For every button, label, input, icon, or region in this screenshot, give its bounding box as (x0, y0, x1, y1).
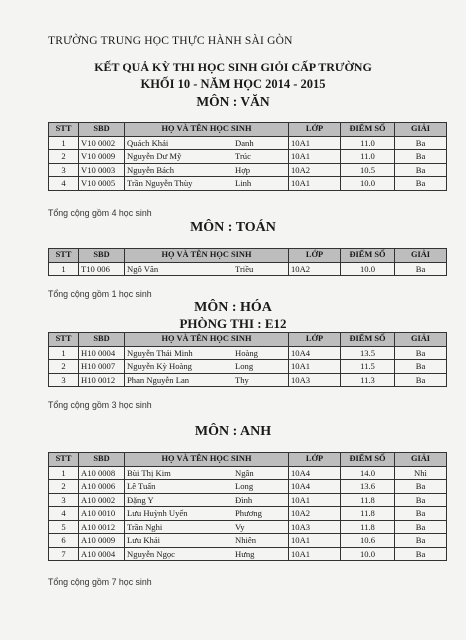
cell-class: 10A3 (289, 520, 341, 534)
cell-stt: 1 (49, 262, 79, 276)
student-given-name: Đình (235, 494, 253, 505)
student-given-name: Trúc (235, 151, 251, 162)
cell-stt: 3 (49, 373, 79, 387)
student-given-name: Nhiên (235, 535, 257, 546)
student-given-name: Hưng (235, 548, 255, 559)
cell-award: Ba (395, 534, 447, 548)
cell-score: 10.0 (341, 177, 395, 191)
table-row (49, 360, 447, 374)
column-header-sbd: SBD (79, 333, 125, 347)
column-header-sbd: SBD (79, 249, 125, 263)
student-surname: Trần Nguyễn Thùy (127, 178, 193, 189)
column-header-diem: ĐIỂM SỐ (341, 123, 395, 137)
cell-class: 10A4 (289, 466, 341, 480)
cell-score: 10.6 (341, 534, 395, 548)
cell-student-name (125, 360, 289, 374)
student-surname: Ngô Văn (127, 263, 159, 274)
student-surname: Lê Tuấn (127, 481, 156, 492)
column-header-lop: LỚP (289, 249, 341, 263)
column-header-diem: ĐIỂM SỐ (341, 453, 395, 467)
cell-sbd: A10 0002 (79, 493, 125, 507)
cell-score: 10.0 (341, 547, 395, 561)
cell-sbd: H10 0012 (79, 373, 125, 387)
student-surname: Lưu Khải (127, 535, 161, 546)
cell-student-name (125, 373, 289, 387)
student-surname: Nguyễn Bách (127, 164, 175, 175)
table-row (49, 466, 447, 480)
cell-class: 10A2 (289, 163, 341, 177)
cell-class: 10A2 (289, 262, 341, 276)
exam-room: PHÒNG THI : E12 (179, 316, 287, 331)
table-row (49, 373, 447, 387)
cell-award: Ba (395, 177, 447, 191)
cell-award: Ba (395, 360, 447, 374)
cell-sbd: H10 0004 (79, 346, 125, 360)
table-row (49, 163, 447, 177)
cell-student-name (125, 534, 289, 548)
cell-stt: 1 (49, 136, 79, 150)
cell-award: Ba (395, 373, 447, 387)
table-header-row (49, 453, 447, 467)
cell-score: 10.0 (341, 262, 395, 276)
column-header-diem: ĐIỂM SỐ (341, 249, 395, 263)
cell-sbd: T10 006 (79, 262, 125, 276)
column-header-stt: STT (49, 453, 79, 467)
student-given-name: Long (235, 361, 254, 372)
student-given-name: Hoàng (235, 347, 258, 358)
column-header-name: HỌ VÀ TÊN HỌC SINH (125, 333, 289, 347)
cell-student-name (125, 177, 289, 191)
column-header-giai: GIẢI (395, 249, 447, 263)
cell-sbd: A10 0008 (79, 466, 125, 480)
table-row (49, 346, 447, 360)
column-header-name: HỌ VÀ TÊN HỌC SINH (125, 123, 289, 137)
table-row (49, 493, 447, 507)
subject-title-hoa: MÔN : HÓA (194, 300, 272, 315)
total-count-anh: Tổng cộng gồm 7 học sinh (48, 577, 152, 587)
total-count-van: Tổng cộng gồm 4 học sinh (48, 208, 152, 218)
cell-class: 10A1 (289, 493, 341, 507)
cell-stt: 1 (49, 466, 79, 480)
cell-award: Ba (395, 493, 447, 507)
student-surname: Quách Khải (127, 137, 169, 148)
cell-sbd: A10 0010 (79, 507, 125, 521)
table-header-row (49, 333, 447, 347)
results-table-hoa (48, 332, 447, 387)
column-header-lop: LỚP (289, 333, 341, 347)
cell-stt: 4 (49, 507, 79, 521)
cell-stt: 2 (49, 360, 79, 374)
student-surname: Nguyễn Thái Minh (127, 347, 193, 358)
student-surname: Bùi Thị Kim (127, 467, 171, 478)
table-row (49, 177, 447, 191)
cell-stt: 7 (49, 547, 79, 561)
cell-award: Ba (395, 150, 447, 164)
cell-score: 11.0 (341, 150, 395, 164)
student-surname: Nguyễn Dư Mỹ (127, 151, 182, 162)
cell-score: 11.8 (341, 520, 395, 534)
results-table-van (48, 122, 447, 191)
cell-class: 10A1 (289, 360, 341, 374)
cell-student-name (125, 507, 289, 521)
subject-title-van: MÔN : VĂN (196, 94, 270, 109)
cell-score: 11.3 (341, 373, 395, 387)
table-row (49, 520, 447, 534)
student-given-name: Ngân (235, 467, 254, 478)
subject-title-toan: MÔN : TOÁN (190, 220, 276, 235)
column-header-name: HỌ VÀ TÊN HỌC SINH (125, 453, 289, 467)
table-header-row (49, 249, 447, 263)
cell-class: 10A1 (289, 534, 341, 548)
cell-award: Ba (395, 346, 447, 360)
table-row (49, 136, 447, 150)
cell-score: 13.5 (341, 346, 395, 360)
results-table-toan (48, 248, 447, 276)
cell-stt: 2 (49, 480, 79, 494)
school-name: TRƯỜNG TRUNG HỌC THỰC HÀNH SÀI GÒN (48, 35, 293, 47)
column-header-stt: STT (49, 249, 79, 263)
student-surname: Lưu Huỳnh Uyển (127, 508, 188, 519)
column-header-sbd: SBD (79, 453, 125, 467)
column-header-giai: GIẢI (395, 123, 447, 137)
student-surname: Đặng Y (127, 494, 154, 505)
cell-stt: 2 (49, 150, 79, 164)
cell-award: Ba (395, 520, 447, 534)
column-header-stt: STT (49, 123, 79, 137)
column-header-stt: STT (49, 333, 79, 347)
cell-class: 10A4 (289, 480, 341, 494)
cell-score: 11.5 (341, 360, 395, 374)
cell-class: 10A1 (289, 177, 341, 191)
cell-award: Ba (395, 547, 447, 561)
table-row (49, 480, 447, 494)
cell-sbd: V10 0002 (79, 136, 125, 150)
cell-student-name (125, 466, 289, 480)
table-row (49, 507, 447, 521)
cell-stt: 4 (49, 177, 79, 191)
cell-stt: 1 (49, 346, 79, 360)
table-row (49, 534, 447, 548)
cell-award: Ba (395, 507, 447, 521)
column-header-giai: GIẢI (395, 333, 447, 347)
cell-score: 13.6 (341, 480, 395, 494)
cell-student-name (125, 262, 289, 276)
table-header-row (49, 123, 447, 137)
cell-class: 10A4 (289, 346, 341, 360)
student-given-name: Triều (235, 263, 254, 274)
table-row (49, 262, 447, 276)
cell-sbd: H10 0007 (79, 360, 125, 374)
cell-student-name (125, 520, 289, 534)
cell-sbd: V10 0003 (79, 163, 125, 177)
cell-class: 10A1 (289, 136, 341, 150)
student-surname: Trần Nghi (127, 521, 163, 532)
cell-stt: 3 (49, 163, 79, 177)
cell-sbd: A10 0012 (79, 520, 125, 534)
column-header-lop: LỚP (289, 453, 341, 467)
student-surname: Nguyễn Ngọc (127, 548, 175, 559)
student-surname: Phan Nguyễn Lan (127, 374, 190, 385)
student-given-name: Danh (235, 137, 254, 148)
cell-stt: 3 (49, 493, 79, 507)
cell-student-name (125, 480, 289, 494)
cell-sbd: A10 0004 (79, 547, 125, 561)
cell-student-name (125, 136, 289, 150)
total-count-hoa: Tổng cộng gồm 3 học sinh (48, 400, 152, 410)
cell-award: Ba (395, 163, 447, 177)
exam-title: KẾT QUẢ KỲ THI HỌC SINH GIỎI CẤP TRƯỜNG (94, 60, 372, 74)
cell-class: 10A3 (289, 373, 341, 387)
cell-student-name (125, 547, 289, 561)
student-given-name: Long (235, 481, 254, 492)
cell-sbd: V10 0005 (79, 177, 125, 191)
student-surname: Nguyễn Kỳ Hoàng (127, 361, 192, 372)
cell-sbd: A10 0006 (79, 480, 125, 494)
cell-score: 10.5 (341, 163, 395, 177)
cell-award: Nhì (395, 466, 447, 480)
cell-class: 10A1 (289, 547, 341, 561)
cell-student-name (125, 493, 289, 507)
cell-score: 11.8 (341, 493, 395, 507)
column-header-giai: GIẢI (395, 453, 447, 467)
cell-score: 11.8 (341, 507, 395, 521)
cell-class: 10A2 (289, 507, 341, 521)
cell-award: Ba (395, 262, 447, 276)
table-row (49, 150, 447, 164)
column-header-sbd: SBD (79, 123, 125, 137)
student-given-name: Thy (235, 374, 249, 385)
cell-award: Ba (395, 480, 447, 494)
cell-stt: 6 (49, 534, 79, 548)
column-header-diem: ĐIỂM SỐ (341, 333, 395, 347)
cell-student-name (125, 163, 289, 177)
table-row (49, 547, 447, 561)
column-header-name: HỌ VÀ TÊN HỌC SINH (125, 249, 289, 263)
subject-title-anh: MÔN : ANH (194, 424, 272, 439)
cell-score: 11.0 (341, 136, 395, 150)
cell-student-name (125, 346, 289, 360)
cell-class: 10A1 (289, 150, 341, 164)
total-count-toan: Tổng cộng gồm 1 học sinh (48, 289, 152, 299)
cell-sbd: V10 0009 (79, 150, 125, 164)
column-header-lop: LỚP (289, 123, 341, 137)
cell-score: 14.0 (341, 466, 395, 480)
student-given-name: Phương (235, 508, 262, 519)
grade-year-title: KHỐI 10 - NĂM HỌC 2014 - 2015 (140, 77, 326, 91)
student-given-name: Hợp (235, 164, 251, 175)
cell-sbd: A10 0009 (79, 534, 125, 548)
cell-student-name (125, 150, 289, 164)
student-given-name: Vy (235, 521, 245, 532)
cell-stt: 5 (49, 520, 79, 534)
results-table-anh (48, 452, 447, 561)
student-given-name: Linh (235, 178, 252, 189)
cell-award: Ba (395, 136, 447, 150)
